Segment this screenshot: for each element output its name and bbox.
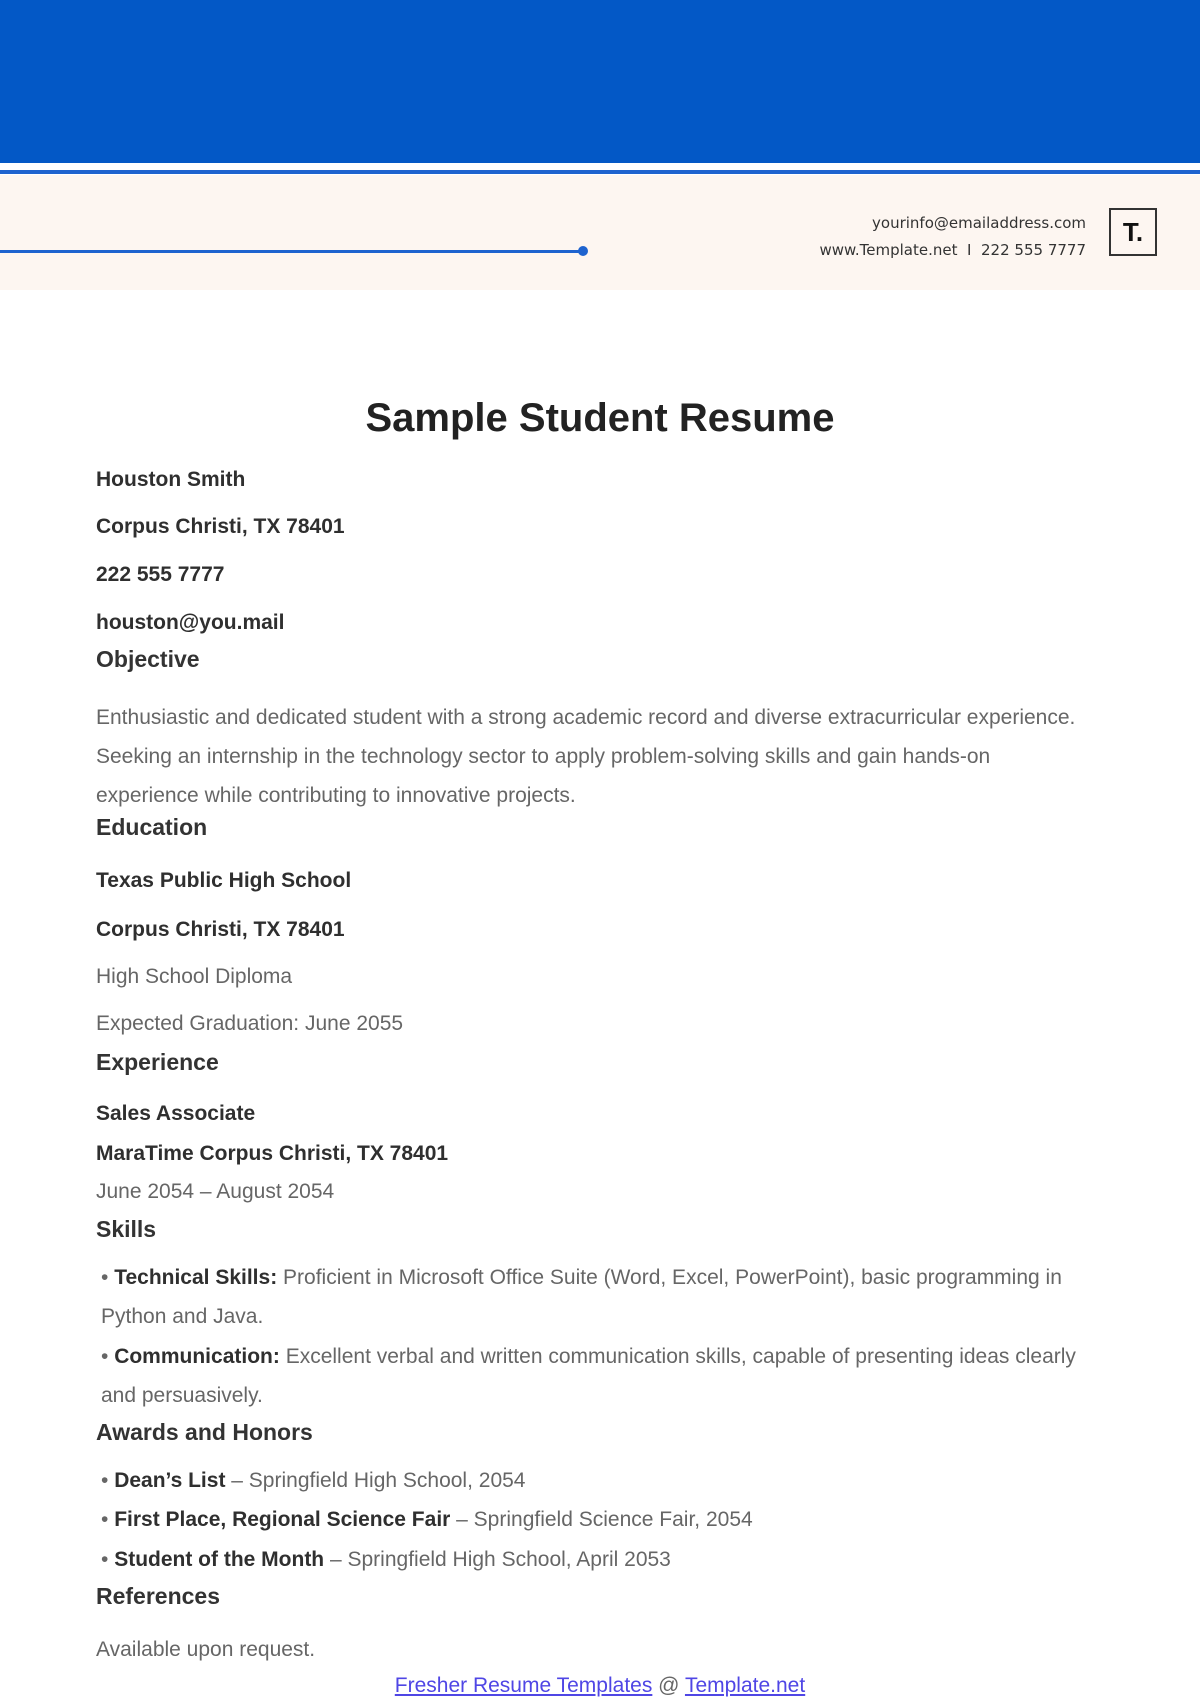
objective-heading: Objective	[96, 646, 200, 672]
header-contact	[819, 210, 1086, 264]
contact-email: houston@you.mail	[96, 611, 285, 634]
education-degree: High School Diploma	[96, 965, 293, 988]
award-item: • Student of the Month – Springfield High School, April 2053	[101, 1548, 671, 1571]
experience-company: MaraTime Corpus Christi, TX 78401	[96, 1142, 449, 1165]
skill-item: • Technical Skills: Proficient in Microsoft Office Suite (Word, Excel, PowerPoint), basic programming in Python and Java.	[101, 1266, 1062, 1328]
contact-name: Houston Smith	[96, 468, 246, 491]
experience-role: Sales Associate	[96, 1102, 256, 1125]
header-website: www.Template.net	[819, 241, 958, 259]
header-banner	[0, 0, 1200, 163]
fresher-templates-link[interactable]: Fresher Resume Templates	[394, 1674, 653, 1697]
contact-phone: 222 555 7777	[96, 563, 225, 586]
footer	[0, 1674, 1200, 1698]
experience-dates: June 2054 – August 2054	[96, 1180, 335, 1203]
education-school: Texas Public High School	[96, 869, 352, 892]
education-graduation: Expected Graduation: June 2055	[96, 1012, 404, 1035]
header-email: yourinfo@emailaddress.com	[872, 214, 1086, 232]
contact-address: Corpus Christi, TX 78401	[96, 515, 345, 538]
references-heading: References	[96, 1583, 221, 1609]
header-phone: 222 555 7777	[981, 241, 1086, 259]
accent-dot	[578, 246, 588, 256]
divider	[0, 170, 1200, 174]
experience-heading: Experience	[96, 1049, 219, 1075]
objective-text: Enthusiastic and dedicated student with a strong academic record and diverse extracurricular experience. Seeking an internship in the technology sector to apply problem-solving skills and gain hands-on experience while contributing to innovative projects.	[96, 706, 1076, 807]
template-net-link[interactable]: Template.net	[684, 1674, 806, 1697]
award-item: • First Place, Regional Science Fair – Springfield Science Fair, 2054	[101, 1508, 753, 1531]
footer-at: @	[652, 1674, 685, 1697]
award-item: • Dean’s List – Springfield High School, 2054	[101, 1469, 526, 1492]
references-text: Available upon request.	[96, 1638, 316, 1661]
education-location: Corpus Christi, TX 78401	[96, 918, 345, 941]
education-heading: Education	[96, 814, 208, 840]
template-logo: T.	[1109, 208, 1157, 256]
header-separator: I	[967, 241, 972, 259]
skill-item: • Communication: Excellent verbal and written communication skills, capable of presenting ideas clearly and persuasively.	[101, 1345, 1076, 1407]
awards-heading: Awards and Honors	[96, 1419, 313, 1445]
page-title: Sample Student Resume	[365, 396, 835, 440]
skills-heading: Skills	[96, 1216, 157, 1242]
accent-line	[0, 250, 583, 253]
